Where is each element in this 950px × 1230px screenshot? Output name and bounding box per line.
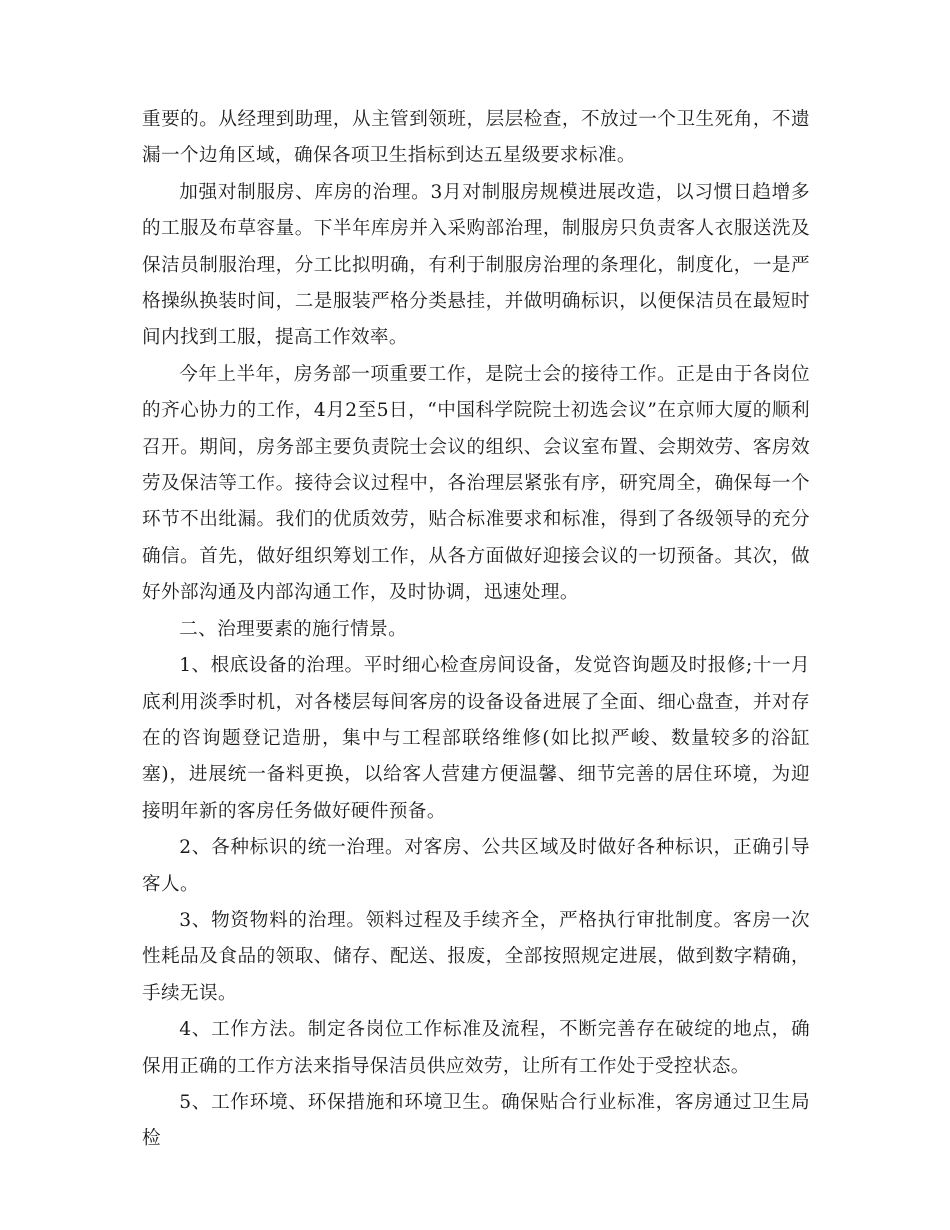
paragraph-uniform-room: 加强对制服房、库房的治理。3月对制服房规模进展改造，以习惯日趋增多的工服及布草容量。下半年库房并入采购部治理，制服房只负责客人衣服送洗及保洁员制服治理，分工比拟明确，有利于制服房治理的条理化，制度化，一是严格操纵换装时间，二是服装严格分类悬挂，并做明确标识，以便保洁员在最短时间内找到工服，提高工作效率。 (142, 181, 810, 349)
list-item-infrastructure: 1、根底设备的治理。平时细心检查房间设备，发觉咨询题及时报修;十一月底利用淡季时机，对各楼层每间客房的设备设备进展了全面、细心盘查，并对存在的咨询题登记造册，集中与工程部联络维修(如比拟严峻、数量较多的浴缸塞)，进展统一备料更换，以给客人营建方便温馨、细节完善的居住环境，为迎接明年新的客房任务做好硬件预备。 (142, 655, 810, 822)
list-item-materials: 3、物资物料的治理。领料过程及手续齐全，严格执行审批制度。客房一次性耗品及食品的领取、储存、配送、报废，全部按照规定进展，做到数字精确，手续无误。 (142, 909, 810, 1004)
paragraph-academician-meeting: 今年上半年，房务部一项重要工作，是院士会的接待工作。正是由于各岗位的齐心协力的工作，4月2至5日，“中国科学院院士初选会议”在京师大厦的顺利召开。期间，房务部主要负责院士会议的组织、会议室布置、会期效劳、客房效劳及保洁等工作。接待会议过程中，各治理层紧张有序，研究周全，确保每一个环节不出纰漏。我们的优质效劳，贴合标准要求和标准，得到了各级领导的充分确信。首先，做好组织筹划工作，从各方面做好迎接会议的一切预备。其次，做好外部沟通及内部沟通工作，及时协调，迅速处理。 (142, 363, 810, 604)
document-body (142, 102, 810, 1158)
list-item-signage: 2、各种标识的统一治理。对客房、公共区域及时做好各种标识，正确引导客人。 (142, 837, 810, 895)
list-item-work-methods: 4、工作方法。制定各岗位工作标准及流程，不断完善存在破绽的地点，确保用正确的工作方法来指导保洁员供应效劳，让所有工作处于受控状态。 (142, 1019, 810, 1077)
list-item-environment: 5、工作环境、环保措施和环境卫生。确保贴合行业标准，客房通过卫生局检 (142, 1091, 810, 1150)
section-heading-management-elements: 二、治理要素的施行情景。 (179, 618, 408, 640)
paragraph-continuation: 重要的。从经理到助理，从主管到领班，层层检查，不放过一个卫生死角，不遗漏一个边角区域，确保各项卫生指标到达五星级要求标准。 (142, 109, 810, 167)
